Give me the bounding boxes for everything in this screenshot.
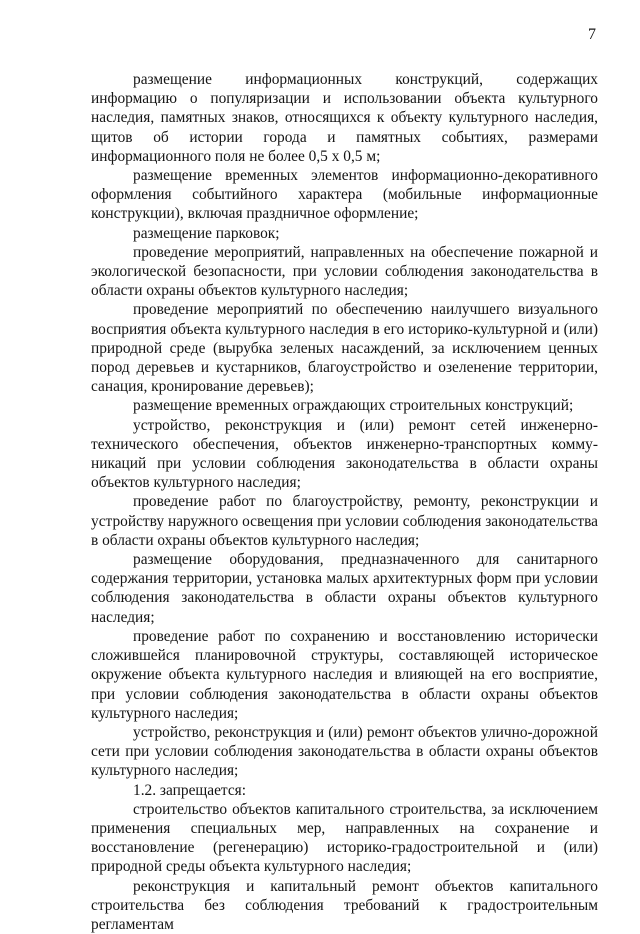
paragraph: проведение мероприятий по обеспечению наилучшего визуального восприятия объекта культурного наследия в его историко-культурной и (или) природной среде (вырубка зеленых насаждений, за исключением ценных пород деревьев и кустарников, благоустройство и озеленение территории, санация, кронирование деревьев);: [91, 301, 598, 396]
page-number: 7: [588, 26, 596, 43]
section-heading: 1.2. запрещается:: [133, 781, 247, 799]
paragraph: размещение парковок;: [133, 224, 280, 242]
paragraph: размещение оборудования, предназначенного для санитарного содержания территории, установка малых архитектурных форм при условии соблюдения законодательства в области охраны объектов культурного наследия;: [91, 551, 598, 626]
paragraph: размещение временных элементов информационно-декоративного оформления событийного характера (мобильные информационные конструкции), включая праздничное оформление;: [91, 167, 598, 223]
paragraph: реконструкция и капитальный ремонт объектов капитального строительства без соблюдения требований к градостроительным регламентам: [91, 877, 598, 933]
paragraph: устройство, реконструкция и (или) ремонт объектов улично-дорожной сети при условии соблюдения законодательства в области охраны объектов культурного наследия;: [91, 723, 598, 780]
paragraph: строительство объектов капитального строительства, за исключением применения специальных мер, направленных на сохранение и восстановление (регенерацию) историко-градостроительной и (или) природной среды объекта культурного наследия;: [91, 800, 598, 876]
paragraph: размещение информационных конструкций, содержащих информацию о популяризации и использовании объекта культурного наследия, памятных знаков, относящихся к объекту культурного наследия, щитов об истории города и памятных событиях, размерами информационного поля не более 0,5 х 0,5 м;: [91, 71, 598, 165]
paragraph: проведение мероприятий, направленных на обеспечение пожарной и экологической безопасности, при условии соблюдения законодательства в области охраны объектов культурного наследия;: [91, 243, 598, 300]
paragraph: проведение работ по благоустройству, ремонту, реконструкции и устройству наружного освещения при условии соблюдения законодательства в области охраны объектов культурного наследия;: [91, 493, 598, 549]
document-body: [91, 70, 598, 934]
paragraph: размещение временных ограждающих строительных конструкций;: [133, 397, 574, 415]
paragraph: устройство, реконструкция и (или) ремонт сетей инженерно-технического обеспечения, объектов инженерно-транспортных коммуникаций при условии соблюдения законодательства в области охраны объектов культурного наследия;: [91, 416, 598, 492]
paragraph: проведение работ по сохранению и восстановлению исторически сложившейся планировочной структуры, составляющей историческое окружение объекта культурного наследия и влияющей на его восприятие, при условии соблюдения законодательства в области охраны объектов культурного наследия;: [91, 627, 598, 722]
